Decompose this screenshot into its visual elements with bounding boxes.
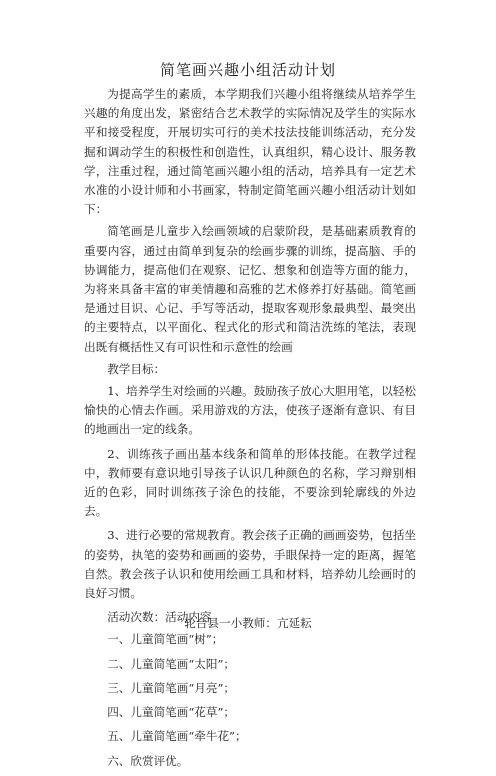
activity-item: 五、儿童简笔画“牵牛花”；	[107, 729, 247, 744]
goal-item: 1、培养学生对绘画的兴趣。鼓励孩子放心大胆用笔，以轻松愉快的心情去作画。采用游戏的方法，使孩子逐渐有意识、有目的地画出一定的线条。	[84, 384, 417, 437]
description-paragraph: 简笔画是儿童步入绘画领域的启蒙阶段，是基础素质教育的重要内容，通过由简单到复杂的绘画步骤的训练，提高脑、手的协调能力，提高他们在观察、记忆、想象和创造等方面的能力，为将来具备丰富的审美情趣和高雅的艺术修养打好基础。简笔画是通过目识、心记、手写等活动，提取客观形象最典型、最突出的主要特点，以平面化、程式化的形式和简洁洗练的笔法，表现出既有概括性又有可识性和示意性的绘画	[84, 224, 416, 354]
goals-list	[84, 382, 416, 603]
intro-paragraph: 为提高学生的素质，本学期我们兴趣小组将继续从培养学生兴趣的角度出发，紧密结合艺术教学的实际情况及学生的实际水平和接受程度，开展切实可行的美术技法技能训练活动，充分发掘和调动学生的积极性和创造性，认真组织，精心设计、服务教学，注重过程，通过简笔画兴趣小组的活动，培养具有一定艺术水准的小设计师和小书画家，特制定简笔画兴趣小组活动计划如下：	[84, 87, 416, 217]
signature: 轮台县一小教师：亢延耘	[184, 616, 312, 630]
activity-item: 一、儿童简笔画“树”；	[107, 632, 224, 647]
activities-list	[84, 630, 416, 770]
goal-item: 2、训练孩子画出基本线条和简单的形体技能。在教学过程中，教师要有意识地引导孩子认识几种颜色的名称，学习辩别相近的色彩，同时训练孩子涂色的技能，不要涂到轮廓线的外边去。	[84, 446, 416, 519]
activity-item: 四、儿童简笔画“花草”；	[107, 705, 235, 720]
goal-item: 3、进行必要的常规教育。教会孩子正确的画画姿势，包括坐的姿势，执笔的姿势和画画的姿势，手眼保持一定的距离，握笔自然。教会孩子认识和使用绘画工具和材料，培养幼儿绘画时的良好习惯。	[84, 528, 417, 601]
activity-item: 三、儿童简笔画“月亮”；	[107, 680, 235, 695]
activities-heading: 活动次数：活动内容	[107, 610, 212, 625]
document-title: 简笔画兴趣小组活动计划	[159, 61, 336, 79]
goals-heading: 教学目标：	[107, 361, 166, 376]
document-body	[84, 85, 416, 776]
activity-item: 六、欣赏评优。	[107, 753, 189, 768]
activity-item: 二、儿童简笔画“太阳”；	[107, 656, 235, 671]
